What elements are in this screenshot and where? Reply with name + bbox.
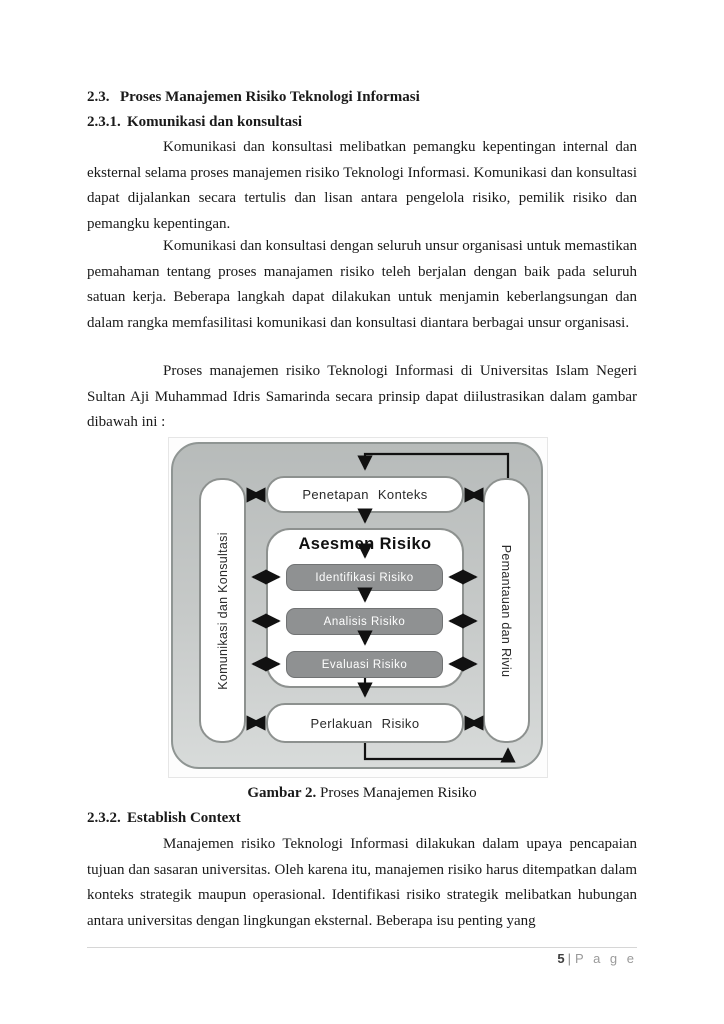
risk-process-diagram	[168, 437, 548, 778]
risk-identification-box: Identifikasi Risiko	[286, 564, 443, 591]
paragraph-establish-context: Manajemen risiko Teknologi Informasi dilakukan dalam upaya pencapaian tujuan dan sasaran universitas. Oleh karena itu, manajemen risiko harus ditempatkan dalam konteks strategik maupun operasional. Identifikasi risiko strategik melibatkan hubungan antara universitas dengan lingkungan eksternal. Beberapa isu penting yang	[87, 836, 637, 929]
risk-analysis-box: Analisis Risiko	[286, 608, 443, 635]
paragraph-komunikasi-1: Komunikasi dan konsultasi melibatkan pemangku kepentingan internal dan eksternal selama proses manajemen risiko Teknologi Informasi. Komunikasi dan konsultasi dapat dijalankan secara tertulis dan lisan antara pengelola risiko, pemilik risiko dan pemangku kepentingan.	[87, 139, 637, 232]
section-heading-2-3	[87, 85, 637, 111]
footer	[87, 951, 637, 966]
section-title: Establish Context	[127, 810, 241, 826]
section-heading-2-3-1	[87, 110, 637, 136]
paragraph-proses-intro: Proses manajemen risiko Teknologi Informasi di Universitas Islam Negeri Sultan Aji Muhammad Idris Samarinda secara prinsip dapat diilustrasikan dalam gambar dibawah ini :	[87, 363, 637, 430]
page-number-separator: |	[567, 951, 572, 966]
figure-caption-label: Gambar 2.	[247, 785, 317, 801]
communication-consultation-bar	[199, 478, 246, 743]
context-box	[266, 476, 464, 513]
section-title: Komunikasi dan konsultasi	[127, 114, 303, 130]
context-label: Penetapan Konteks	[302, 487, 428, 502]
communication-consultation-label: Komunikasi dan Konsultasi	[215, 531, 230, 690]
monitoring-review-label: Pemantauan dan Riviu	[499, 544, 514, 677]
section-number: 2.3.2.	[87, 810, 121, 826]
monitoring-review-bar	[483, 478, 530, 743]
section-heading-2-3-2	[87, 806, 637, 832]
section-title: Proses Manajemen Risiko Teknologi Informasi	[120, 89, 420, 105]
page-label: P a g e	[575, 951, 637, 966]
figure-caption	[87, 781, 637, 807]
paragraph-komunikasi-2: Komunikasi dan konsultasi dengan seluruh unsur organisasi untuk memastikan pemahaman tentang proses manajamen risiko teleh berjalan dengan baik pada seluruh satuan kerja. Beberapa langkah dapat dilakukan untuk menjamin keberlangsungan dan dalam rangka memfasilitasi komunikasi dan konsultasi diantara berbagai unsur organisasi.	[87, 238, 637, 331]
section-number: 2.3.	[87, 89, 110, 105]
risk-evaluation-box: Evaluasi Risiko	[286, 651, 443, 678]
risk-assessment-title: Asesmen Risiko	[298, 535, 432, 553]
risk-treatment-box	[266, 703, 464, 743]
section-number: 2.3.1.	[87, 114, 121, 130]
risk-treatment-label: Perlakuan Risiko	[310, 715, 420, 731]
page-number: 5	[557, 951, 565, 966]
figure-caption-text: Proses Manajemen Risiko	[316, 785, 477, 801]
footer-divider	[87, 947, 637, 948]
